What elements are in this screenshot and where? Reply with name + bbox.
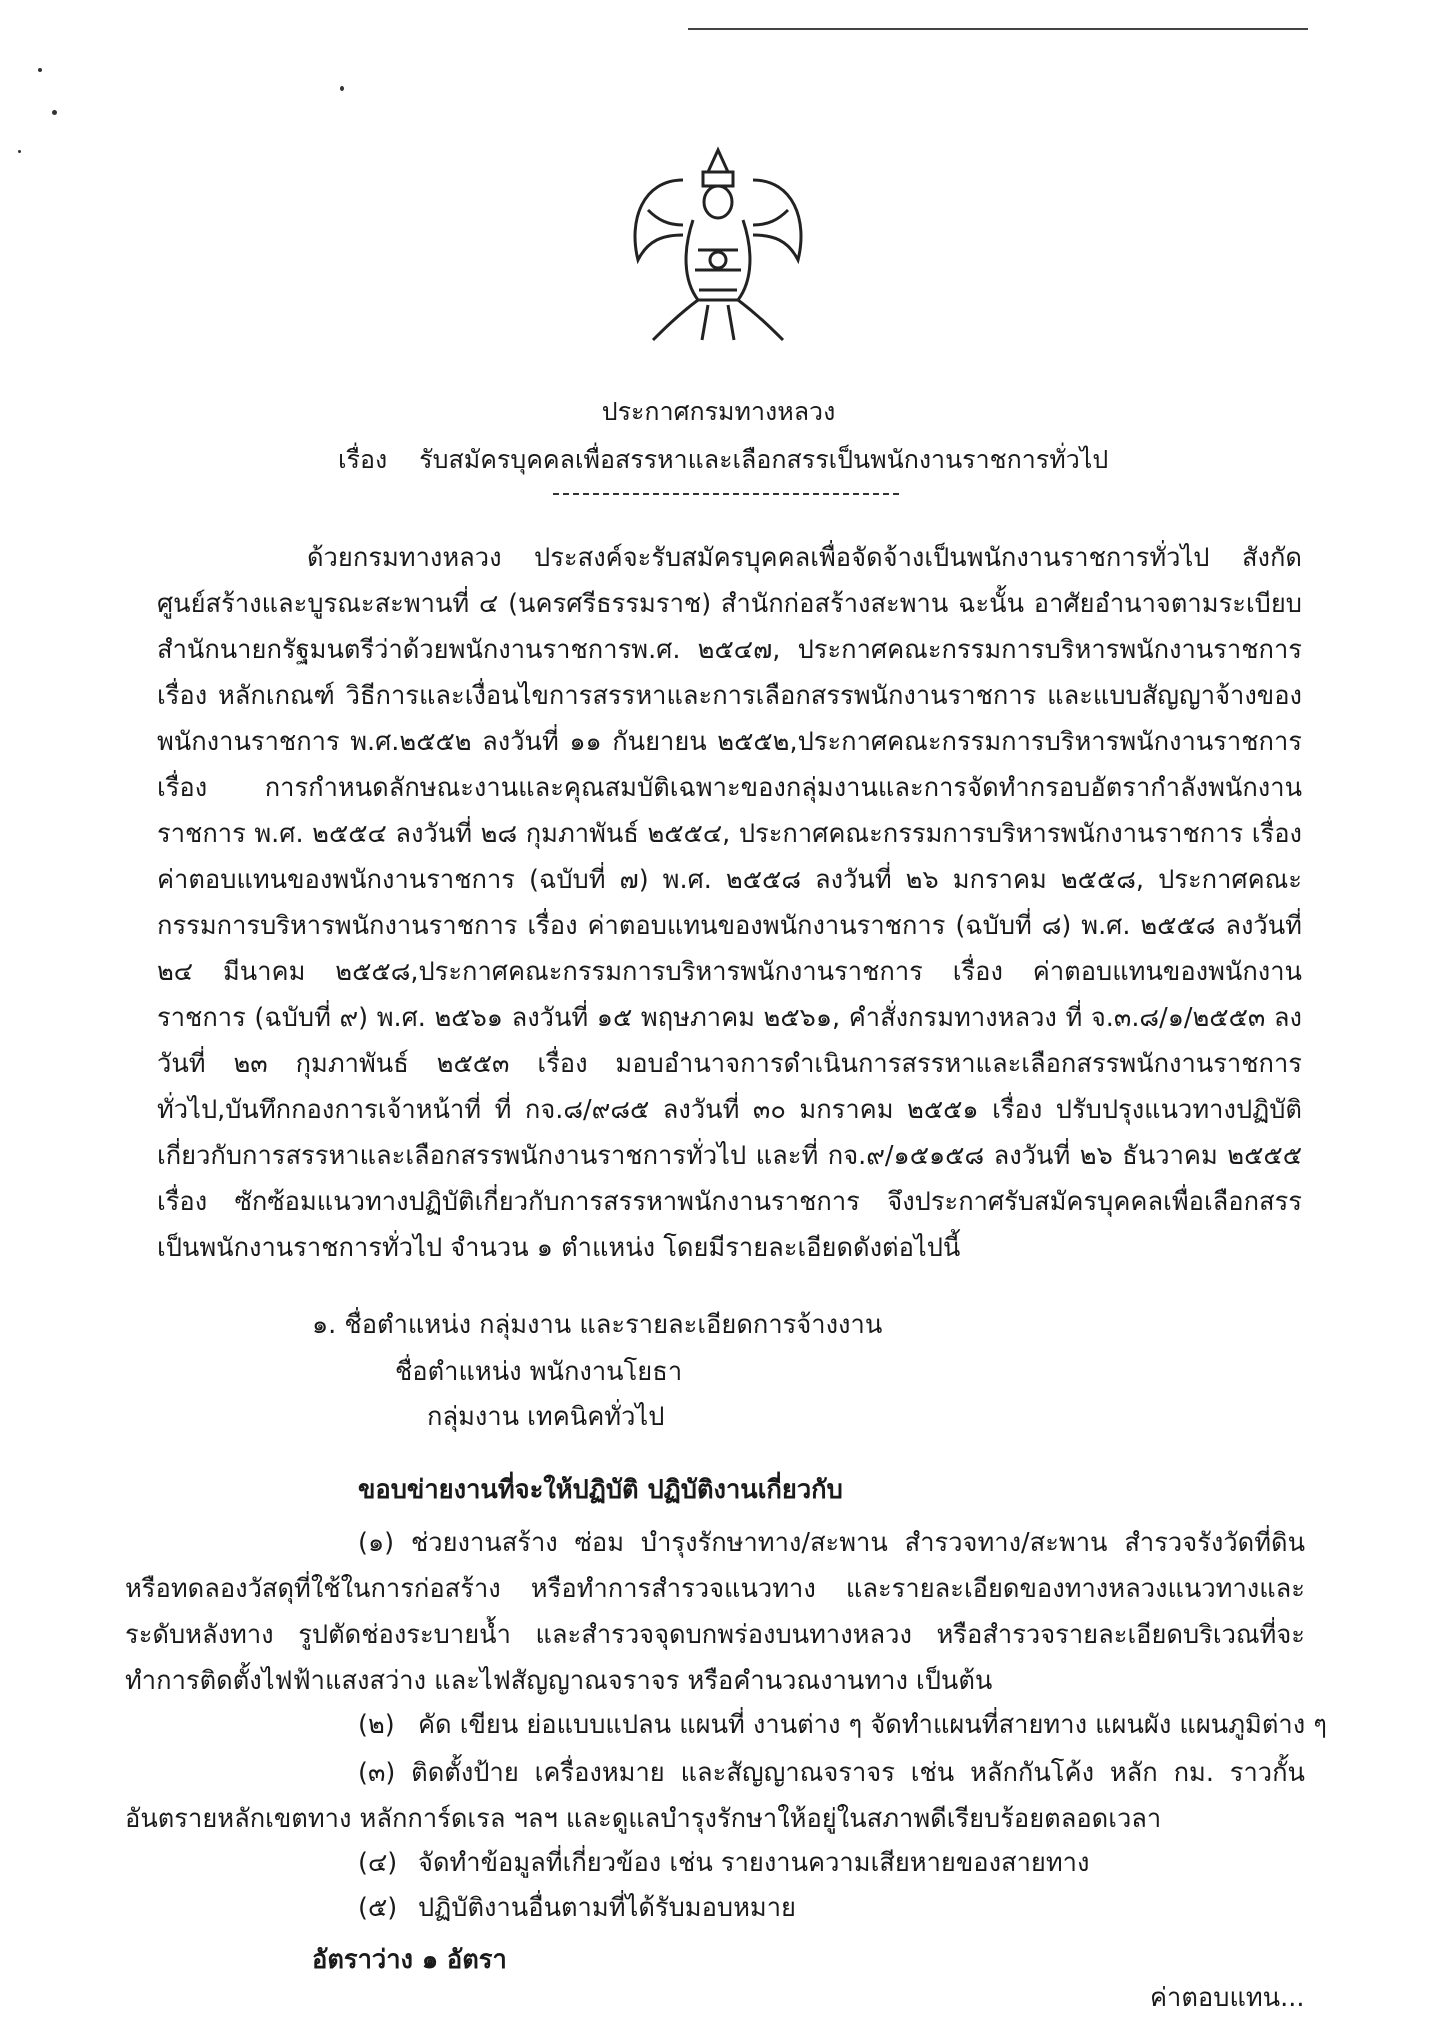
subject-label: เรื่อง [338,445,388,474]
duty-number: (๕) [358,1893,398,1923]
document-title: ประกาศกรมทางหลวง [601,397,836,426]
duty-text: คัด เขียน ย่อแบบแปลน แผนที่ งานต่าง ๆ จัดทำแผนที่สายทาง แผนผัง แผนภูมิต่าง ๆ [418,1710,1327,1740]
job-group: กลุ่มงาน เทคนิคทั่วไป [427,1402,665,1432]
duty-text: ปฏิบัติงานอื่นตามที่ได้รับมอบหมาย [418,1893,796,1923]
scan-top-line [688,28,1308,30]
section-heading: ๑. ชื่อตำแหน่ง กลุ่มงาน และรายละเอียดการจ้างงาน [312,1310,883,1340]
intro-paragraph: ด้วยกรมทางหลวง ประสงค์จะรับสมัครบุคคลเพื่อจัดจ้างเป็นพนักงานราชการทั่วไป สังกัด ศูนย์สร้างและบูรณะสะพานที่ ๔ (นครศรีธรรมราช) สำนักก่อสร้างสะพาน ฉะนั้น อาศัยอำนาจตามระเบียบสำนักนายกรัฐมนตรีว่าด้วยพนักงานราชการพ.ศ. ๒๕๔๗, ประกาศคณะกรรมการบริหารพนักงานราชการ เรื่อง หลักเกณฑ์ วิธีการและเงื่อนไขการสรรหาและการเลือกสรรพนักงานราชการ และแบบสัญญาจ้างของ พนักงานราชการ พ.ศ.๒๕๕๒ ลงวันที่ ๑๑ กันยายน ๒๕๕๒,ประกาศคณะกรรมการบริหารพนักงานราชการ เรื่อง การกำหนดลักษณะงานและคุณสมบัติเฉพาะของกลุ่มงานและการจัดทำกรอบอัตรากำลังพนักงานราชการ พ.ศ. ๒๕๕๔ ลงวันที่ ๒๘ กุมภาพันธ์ ๒๕๕๔, ประกาศคณะกรรมการบริหารพนักงานราชการ เรื่อง ค่าตอบแทนของพนักงานราชการ (ฉบับที่ ๗) พ.ศ. ๒๕๕๘ ลงวันที่ ๒๖ มกราคม ๒๕๕๘, ประกาศคณะกรรมการบริหารพนักงานราชการ เรื่อง ค่าตอบแทนของพนักงานราชการ (ฉบับที่ ๘) พ.ศ. ๒๕๕๘ ลงวันที่ ๒๔ มีนาคม ๒๕๕๘,ประกาศคณะกรรมการบริหารพนักงานราชการ เรื่อง ค่าตอบแทนของพนักงานราชการ (ฉบับที่ ๙) พ.ศ. ๒๕๖๑ ลงวันที่ ๑๕ พฤษภาคม ๒๕๖๑, คำสั่งกรมทางหลวง ที่ จ.๓.๘/๑/๒๕๕๓ ลงวันที่ ๒๓ กุมภาพันธ์ ๒๕๕๓ เรื่อง มอบอำนาจการดำเนินการสรรหาและเลือกสรรพนักงานราชการทั่วไป,บันทึกกองการเจ้าหน้าที่ ที่ กจ.๘/๙๘๕ ลงวันที่ ๓๐ มกราคม ๒๕๕๑ เรื่อง ปรับปรุงแนวทางปฏิบัติเกี่ยวกับการสรรหาและเลือกสรรพนักงานราชการทั่วไป และที่ กจ.๙/๑๕๑๕๘ ลงวันที่ ๒๖ ธันวาคม ๒๕๕๕ เรื่อง ซักซ้อมแนวทางปฏิบัติเกี่ยวกับการสรรหาพนักงานราชการ จึงประกาศรับสมัครบุคคลเพื่อเลือกสรรเป็นพนักงานราชการทั่วไป จำนวน ๑ ตำแหน่ง โดยมีรายละเอียดดังต่อไปนี้ [157,543,1303,1263]
duty-item-5 [358,1888,796,1928]
duty-item-3: (๓) ติดตั้งป้าย เครื่องหมาย และสัญญาณจราจร เช่น หลักกันโค้ง หลัก กม. ราวกั้นอันตรายหลักเขตทาง หลักการ์ดเรล ฯลฯ และดูแลบำรุงรักษาให้อยู่ในสภาพดีเรียบร้อยตลอดเวลา [125,1758,1305,1834]
duty-item-4 [358,1843,1089,1883]
scope-heading: ขอบข่ายงานที่จะให้ปฏิบัติ ปฏิบัติงานเกี่ยวกับ [358,1475,843,1505]
duty-number: (๒) [358,1710,395,1740]
divider-dashed [553,493,899,495]
document-subject [338,440,1108,480]
duty-text: จัดทำข้อมูลที่เกี่ยวข้อง เช่น รายงานความเสียหายของสายทาง [418,1848,1090,1878]
duty-item-2 [358,1705,1327,1745]
continued-note: ค่าตอบแทน... [1150,1983,1305,2013]
position-name: ชื่อตำแหน่ง พนักงานโยธา [395,1357,683,1387]
duty-number: (๔) [358,1848,398,1878]
garuda-emblem-icon [623,140,813,350]
scan-speck [52,110,57,115]
scan-speck [340,86,344,91]
vacancy-count: อัตราว่าง ๑ อัตรา [312,1945,507,1975]
subject-text: รับสมัครบุคคลเพื่อสรรหาและเลือกสรรเป็นพนักงานราชการทั่วไป [419,445,1109,474]
duty-item-1: (๑) ช่วยงานสร้าง ซ่อม บำรุงรักษาทาง/สะพาน สำรวจทาง/สะพาน สำรวจรังวัดที่ดินหรือทดลองวัสดุที่ใช้ในการก่อสร้าง หรือทำการสำรวจแนวทาง และรายละเอียดของทางหลวงแนวทางและระดับหลังทาง รูปตัดช่องระบายน้ำ และสำรวจจุดบกพร่องบนทางหลวง หรือสำรวจรายละเอียดบริเวณที่จะทำการติดตั้งไฟฟ้าแสงสว่าง และไฟสัญญาณจราจร หรือคำนวณงานทาง เป็นต้น [125,1528,1305,1696]
scan-speck [18,150,21,153]
scan-speck [38,68,42,72]
